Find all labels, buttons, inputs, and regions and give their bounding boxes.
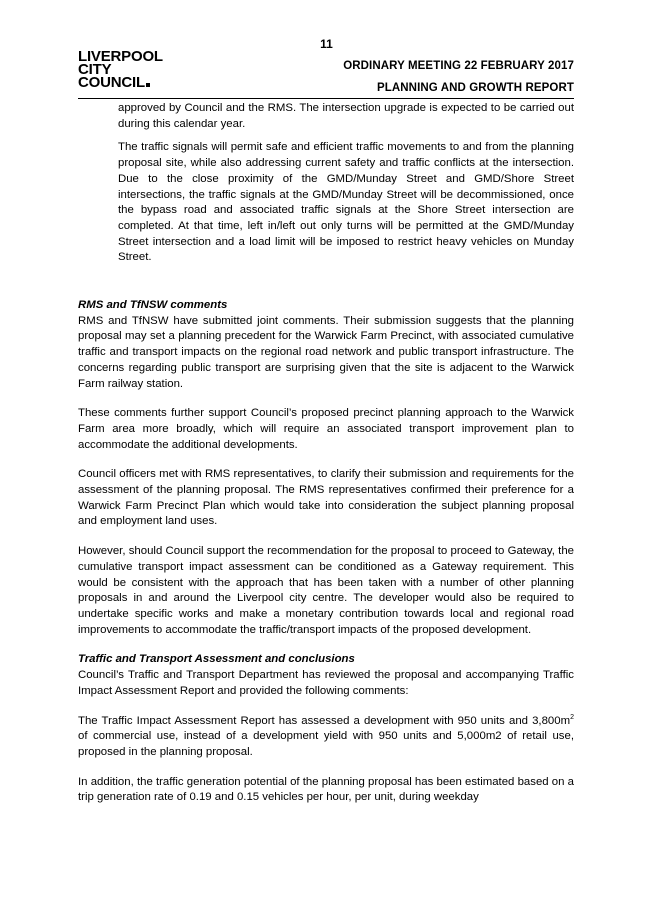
meeting-title: ORDINARY MEETING 22 FEBRUARY 2017 [343,60,574,72]
intro-paragraph-1: approved by Council and the RMS. The intersection upgrade is expected to be carried out during this calendar year. [118,102,574,130]
logo-dot-icon [146,83,150,87]
traffic-paragraph-1: Council’s Traffic and Transport Department has reviewed the proposal and accompanying Traffic Impact Assessment Report and provided the following comments: [78,669,574,697]
logo-line-3: COUNCIL [78,74,145,91]
intro-paragraph-2: The traffic signals will permit safe and efficient traffic movements to and from the planning proposal site, while also addressing current safety and traffic conflicts at the intersection. Due to the close proximity of the GMD/Munday Street and GMD/Shore Street intersections, the traffic signals at the GMD/Munday Street will be decommissioned, once the bypass road and associated traffic signals at the Shore Street intersection are completed. At that time, left in/left out only turns will be permitted at the GMD/Munday Street intersection and a load limit will be imposed to restrict heavy vehicles on Munday Street. [118,141,574,264]
logo-line-2: CITY [78,61,112,78]
council-logo [78,50,163,89]
rms-paragraph-1: RMS and TfNSW have submitted joint comments. Their submission suggests that the planning proposal may set a planning precedent for the Warwick Farm Precinct, with associated cumulative traffic and transport impacts on the regional road network and public transport infrastructure. The concerns regarding public transport are surprising given that the site is adjacent to the Warwick Farm railway station. [78,314,574,390]
page-number: 11 [320,37,333,51]
rms-paragraph-4: However, should Council support the recommendation for the proposal to proceed to Gateway, the cumulative transport impact assessment can be conditioned as a Gateway requirement. This would be consistent with the approach that has been taken with a number of other planning proposals in and around the Liverpool city centre. The developer would also be required to undertake specific works and make a monetary contribution towards local and regional road improvements to accommodate the traffic/transport impacts of the proposed development. [78,545,574,636]
traffic-paragraph-3: In addition, the traffic generation potential of the planning proposal has been estimated based on a trip generation rate of 0.19 and 0.15 vehicles per hour, per unit, during weekday [78,775,574,804]
logo-line-1: LIVERPOOL [78,48,163,65]
rms-paragraph-2: These comments further support Council’s proposed precinct planning approach to the Warwick Farm area more broadly, which will require an associated transport improvement plan to accommodate the additional developments. [78,407,574,451]
rms-paragraph-3: Council officers met with RMS representatives, to clarify their submission and requirements for the assessment of the planning proposal. The RMS representatives confirmed their preference for a Warwick Farm Precinct Plan which would take into consideration the subject planning proposal and employment land uses. [78,468,574,528]
report-title: PLANNING AND GROWTH REPORT [376,82,574,94]
section-heading-traffic: Traffic and Transport Assessment and conclusions [78,653,355,666]
header-divider [78,98,574,99]
traffic-paragraph-2: The Traffic Impact Assessment Report has assessed a development with 950 units and $3,800m^2$ of commercial use, instead of a development yield with 950 units and 5,000m2 of retail use, proposed in the planning proposal. [78,713,574,758]
document-body [78,101,574,806]
section-heading-rms: RMS and TfNSW comments [78,299,228,312]
